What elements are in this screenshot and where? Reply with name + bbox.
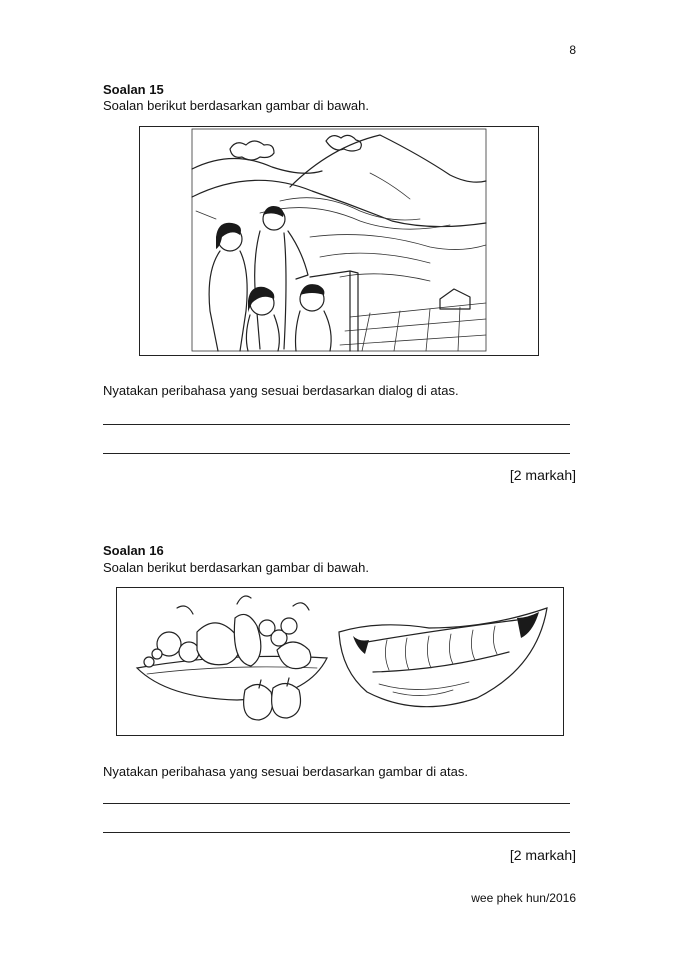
- question-16-title: Soalan 16: [103, 543, 164, 558]
- question-16-intro: Soalan berikut berdasarkan gambar di bawah.: [103, 560, 369, 575]
- fruit-bowl-and-teeth-illustration: [117, 588, 563, 735]
- question-16-marks: [2 markah]: [509, 847, 576, 863]
- fruit-bowl-icon: [137, 596, 327, 720]
- question-15-picture-frame: [139, 126, 539, 356]
- question-15-intro: Soalan berikut berdasarkan gambar di bawah.: [103, 98, 369, 113]
- footer-credit: wee phek hun/2016: [471, 891, 576, 905]
- answer-line: [103, 424, 570, 425]
- answer-line: [103, 453, 570, 454]
- smiling-teeth-icon: [339, 608, 547, 707]
- question-16-prompt: Nyatakan peribahasa yang sesuai berdasarkan gambar di atas.: [103, 764, 468, 779]
- question-15-title: Soalan 15: [103, 82, 164, 97]
- answer-line: [103, 832, 570, 833]
- answer-line: [103, 803, 570, 804]
- family-mountain-view-illustration: [140, 127, 538, 355]
- page-number: 8: [569, 43, 576, 57]
- question-16-picture-frame: [116, 587, 564, 736]
- question-15-marks: [2 markah]: [509, 467, 576, 483]
- question-15-prompt: Nyatakan peribahasa yang sesuai berdasarkan dialog di atas.: [103, 383, 459, 398]
